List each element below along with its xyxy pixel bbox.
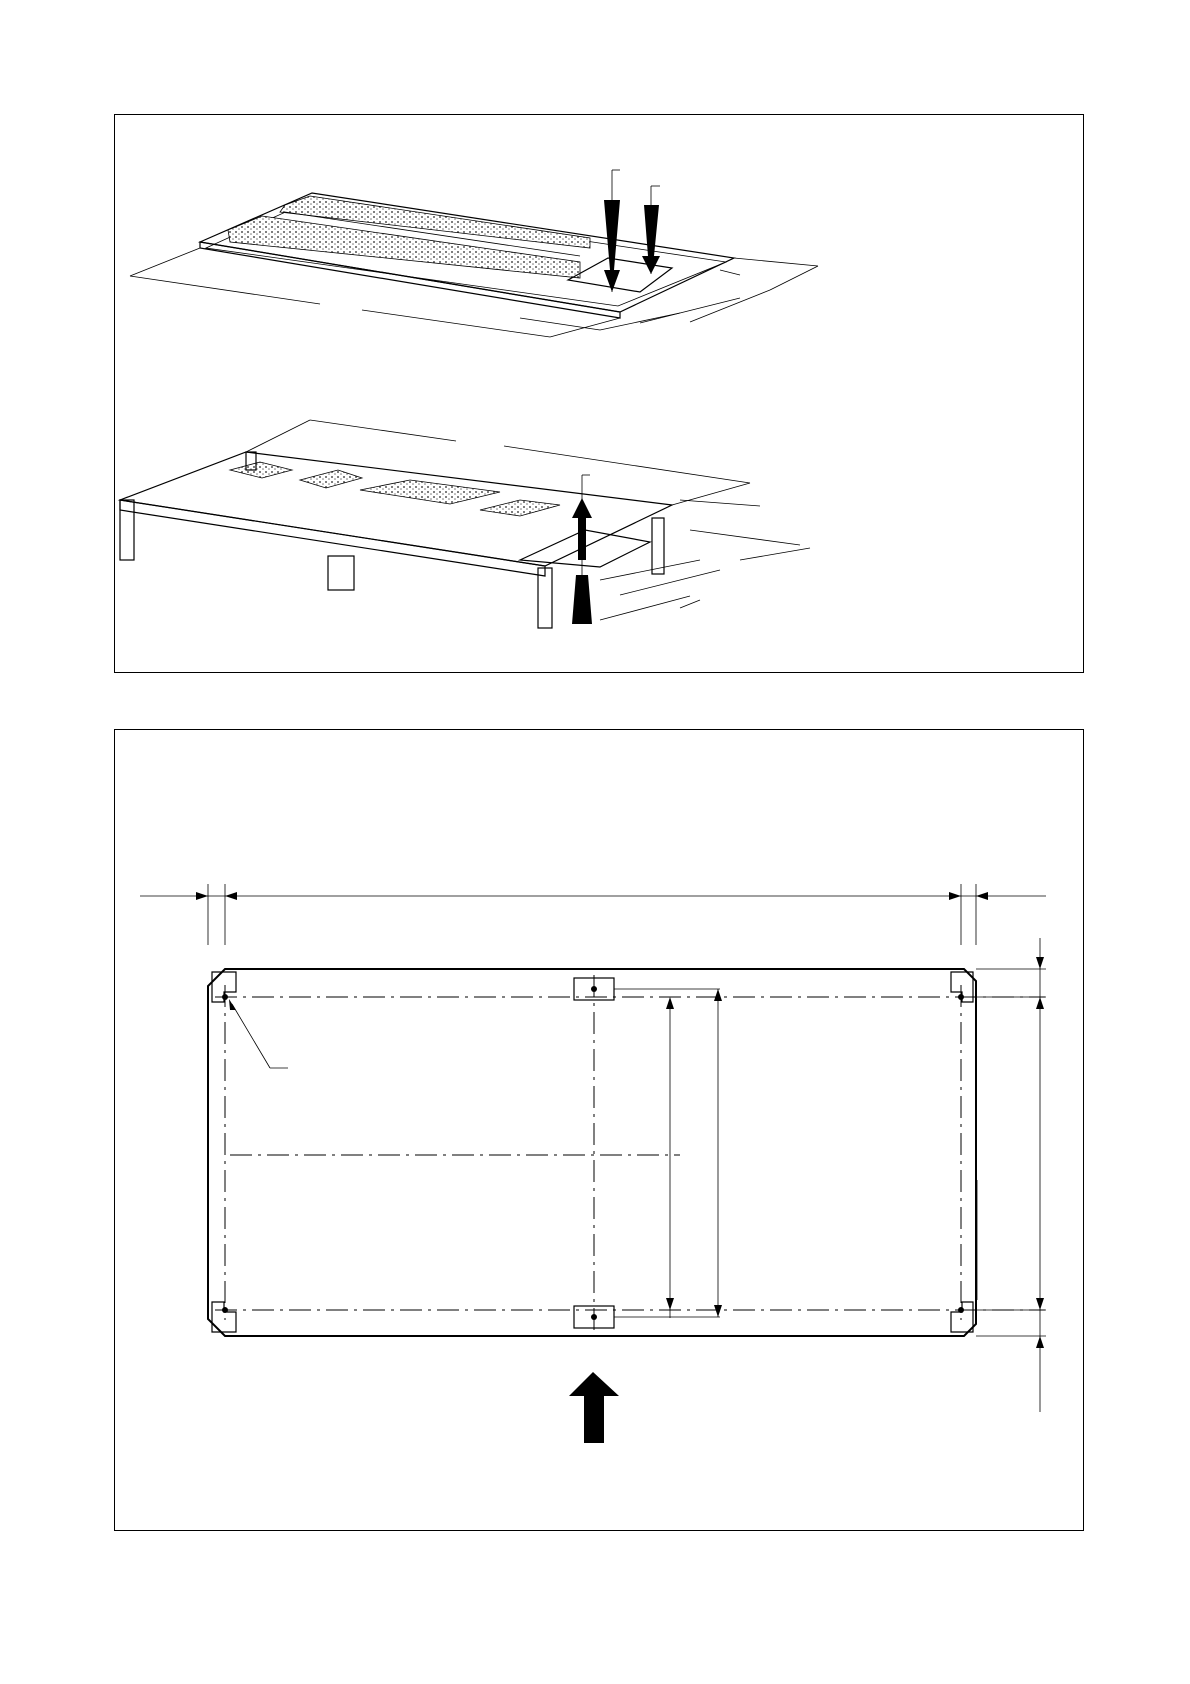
down-arrow-icon [604, 170, 620, 292]
center-lines [215, 975, 1045, 1330]
entry-arrow-icon [569, 1372, 619, 1443]
down-arrow-icon-2 [642, 186, 660, 274]
plan-dimension-lines [140, 884, 1046, 1412]
up-arrow-icon [572, 475, 592, 624]
plan-outline [208, 969, 977, 1336]
corner-brackets [212, 972, 973, 1332]
